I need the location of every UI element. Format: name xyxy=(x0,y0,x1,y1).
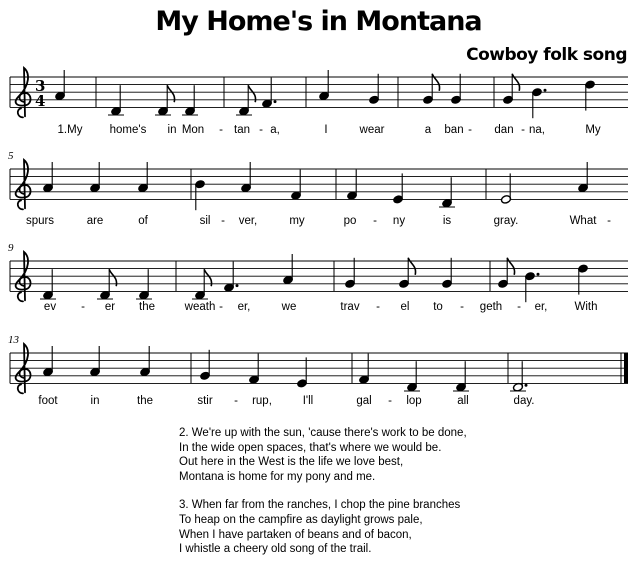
lyric-syllable: - xyxy=(607,215,611,227)
augmentation-dot xyxy=(236,284,239,287)
verse-line: In the wide open spaces, that's where we would be. xyxy=(179,441,442,454)
song-title: My Home's in Montana xyxy=(155,6,482,37)
lyric-syllable: 1.My xyxy=(57,124,83,136)
lyric-syllable: wear xyxy=(359,124,385,136)
lyric-syllable: a xyxy=(424,124,432,136)
lyric-syllable: are xyxy=(86,215,104,227)
lyric-syllable: With xyxy=(574,301,598,313)
verse-line: Out here in the West is the life we love best, xyxy=(179,456,404,469)
treble-clef-icon xyxy=(16,68,31,117)
lyric-syllable: na, xyxy=(529,124,545,136)
verse-3 xyxy=(179,498,467,556)
augmentation-dot xyxy=(537,273,540,276)
lyric-syllable: all xyxy=(457,395,469,407)
lyric-syllable: foot xyxy=(38,395,58,407)
verse-line: 2. We're up with the sun, 'cause there's work to be done, xyxy=(179,427,467,439)
lyric-syllable: in xyxy=(90,395,100,407)
lyric-syllable: - xyxy=(81,301,85,313)
extra-verses xyxy=(179,426,467,557)
measure-number: 13 xyxy=(8,334,19,346)
lyric-syllable: - xyxy=(259,124,263,136)
lyric-syllable: to xyxy=(433,301,443,313)
song-subtitle: Cowboy folk song xyxy=(466,45,627,65)
lyric-syllable: po xyxy=(343,215,357,227)
lyric-syllable: we xyxy=(281,301,297,313)
lyric-syllable: ver, xyxy=(238,215,258,227)
time-signature-top: 3 xyxy=(35,77,46,95)
staff-system-4 xyxy=(8,334,628,407)
verse-line: I whistle a cheery old song of the trail. xyxy=(179,543,372,556)
lyric-syllable: rup, xyxy=(252,395,272,407)
staff-system-1 xyxy=(10,68,628,136)
lyric-syllable: el xyxy=(400,301,410,313)
measure-number: 9 xyxy=(8,242,14,254)
staff-system-2 xyxy=(8,150,628,227)
lyric-syllable: gray. xyxy=(493,215,519,227)
lyric-syllable: - xyxy=(376,301,380,313)
note-flag xyxy=(512,74,519,91)
lyric-syllable: I xyxy=(324,124,328,136)
staff-system-3 xyxy=(8,242,628,313)
time-signature-bottom: 4 xyxy=(35,92,46,110)
lyric-syllable: my xyxy=(289,215,305,227)
lyric-syllable: a, xyxy=(270,124,280,136)
verse-line: 3. When far from the ranches, I chop the pine branches xyxy=(179,499,461,512)
final-barline-thick xyxy=(624,353,628,383)
verse-2 xyxy=(179,426,467,484)
note-flag xyxy=(507,258,514,275)
treble-clef-icon xyxy=(16,344,31,393)
lyric-syllable: - xyxy=(234,395,238,407)
lyric-syllable: trav xyxy=(340,301,360,313)
lyric-syllable: My xyxy=(585,124,601,136)
lyric-syllable: in xyxy=(167,124,177,136)
measure-number: 5 xyxy=(8,150,14,162)
verse-line: Montana is home for my pony and me. xyxy=(179,470,376,483)
lyric-syllable: er, xyxy=(534,301,548,313)
lyric-syllable: spurs xyxy=(25,215,55,227)
lyric-syllable: ban xyxy=(444,124,464,136)
lyric-syllable: the xyxy=(139,301,155,313)
lyric-syllable: weath xyxy=(184,301,216,313)
lyric-syllable: of xyxy=(138,215,148,227)
lyric-syllable: er xyxy=(104,301,116,313)
lyric-syllable: ny xyxy=(392,215,406,227)
lyric-syllable: dan xyxy=(494,124,514,136)
treble-clef-icon xyxy=(16,160,31,209)
lyric-syllable: is xyxy=(442,215,452,227)
lyric-syllable: - xyxy=(388,395,392,407)
verse-line: When I have partaken of beans and of bacon, xyxy=(179,528,412,541)
lyric-syllable: - xyxy=(517,301,521,313)
lyric-syllable: gal xyxy=(356,395,372,407)
lyric-syllable: - xyxy=(460,301,464,313)
lyric-syllable: What xyxy=(569,215,597,227)
augmentation-dot xyxy=(525,384,528,387)
treble-clef-icon xyxy=(16,252,31,301)
lyric-syllable: I'll xyxy=(302,395,314,407)
lyric-syllable: the xyxy=(137,395,153,407)
lyric-syllable: ev xyxy=(43,301,57,313)
lyric-syllable: lop xyxy=(406,395,422,407)
lyric-syllable: stir xyxy=(197,395,213,407)
lyric-syllable: sil xyxy=(199,215,211,227)
verse-line: To heap on the campfire as daylight grows pale, xyxy=(179,513,423,526)
augmentation-dot xyxy=(544,89,547,92)
lyric-syllable: - xyxy=(219,301,223,313)
lyric-syllable: - xyxy=(219,124,223,136)
lyric-syllable: tan xyxy=(234,124,250,136)
lyric-syllable: geth xyxy=(479,301,503,313)
lyric-syllable: - xyxy=(521,124,525,136)
lyric-syllable: day. xyxy=(513,395,535,407)
note-flag xyxy=(408,258,415,275)
lyric-syllable: - xyxy=(373,215,377,227)
lyric-syllable: home's xyxy=(109,124,147,136)
lyric-syllable: er, xyxy=(237,301,251,313)
lyric-syllable: - xyxy=(221,215,225,227)
note-flag xyxy=(432,74,439,91)
augmentation-dot xyxy=(274,100,277,103)
lyric-syllable: - xyxy=(468,124,472,136)
lyric-syllable: Mon xyxy=(181,124,205,136)
